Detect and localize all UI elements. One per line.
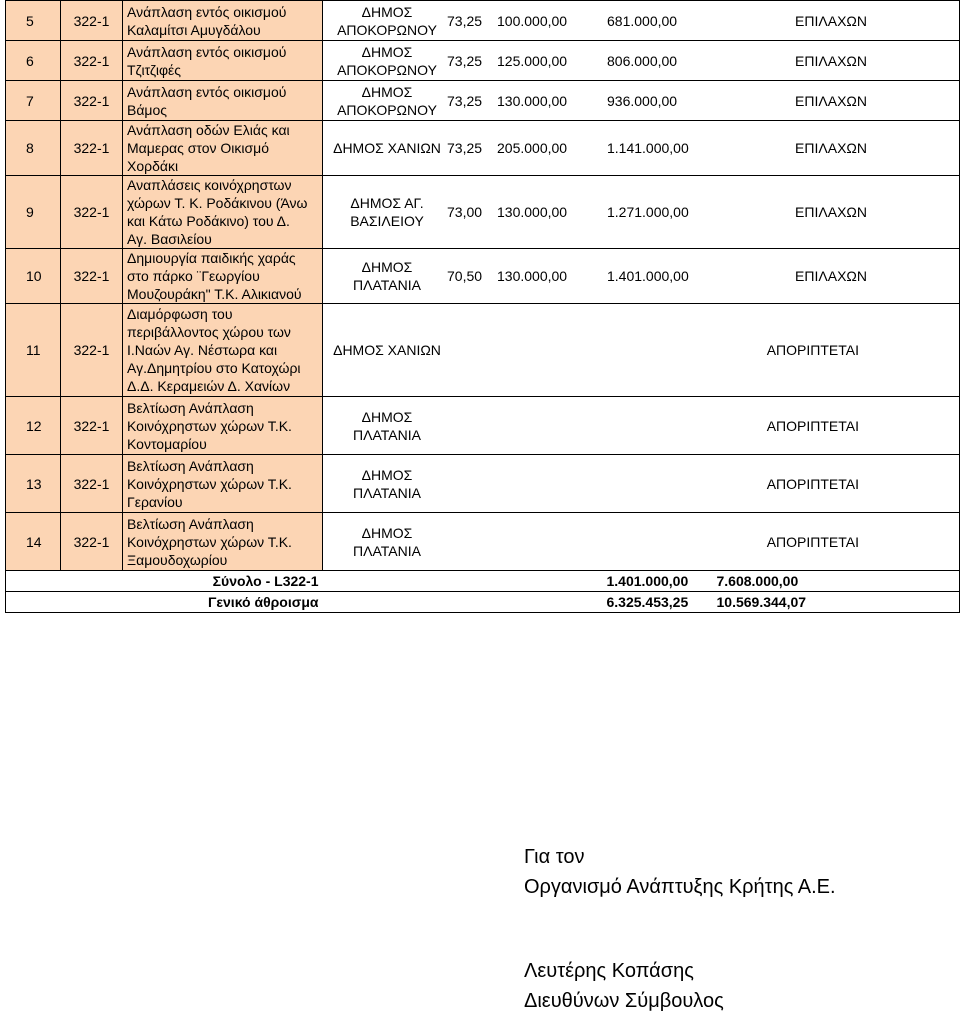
cumulative: 1.401.000,00 [607, 268, 689, 284]
row-number: 13 [6, 455, 61, 513]
beneficiary [327, 341, 447, 359]
row-details [323, 513, 960, 571]
score: 73,00 [447, 204, 483, 220]
project-title [123, 121, 323, 176]
beneficiary-line: ΔΗΜΟΣ ΧΑΝΙΩΝ [333, 342, 441, 358]
measure-code: 322-1 [61, 81, 123, 121]
status: ΕΠΙΛΑΧΩΝ [795, 12, 867, 29]
project-title-line: Βάμος [127, 101, 168, 118]
project-title-line: Ανάπλαση εντός οικισμού [127, 3, 287, 20]
row-details [323, 121, 960, 176]
row-details [323, 397, 960, 455]
row-number: 6 [6, 41, 61, 81]
measure-code: 322-1 [61, 513, 123, 571]
project-title-line: Μουζουράκη" Τ.Κ. Αλικιανού [127, 286, 302, 302]
project-title-line: στο πάρκο ¨Γεωργίου [127, 268, 260, 284]
table-row [6, 455, 960, 513]
project-title-line: Αναπλάσεις κοινόχρηστων [127, 177, 292, 193]
beneficiary-line: ΔΗΜΟΣ ΠΛΑΤΑΝΙΑ [353, 466, 421, 501]
project-title-line: Ανάπλαση εντός οικισμού [127, 43, 287, 60]
total-a: 6.325.453,25 [606, 594, 689, 610]
row-details [323, 1, 960, 41]
total-label: Γενικό άθροισμα [123, 592, 323, 613]
status: ΕΠΙΛΑΧΩΝ [795, 140, 867, 156]
projects-table [5, 0, 960, 613]
project-title-line: και Κάτω Ροδάκινο) του Δ. [127, 213, 290, 229]
beneficiary-line: ΒΑΣΙΛΕΙΟΥ [350, 213, 424, 229]
project-title-line: χώρων Τ. Κ. Ροδάκινου (Άνω [127, 195, 308, 211]
row-number: 8 [6, 121, 61, 176]
signature-name: Λευτέρης Κοπάσης [524, 960, 694, 982]
table-row [6, 249, 960, 304]
beneficiary [327, 83, 447, 119]
measure-code: 322-1 [61, 249, 123, 304]
beneficiary-line: ΔΗΜΟΣ [361, 83, 413, 100]
measure-code: 322-1 [61, 304, 123, 397]
project-title-line: περιβάλλοντος χώρου των [127, 324, 291, 340]
status: ΕΠΙΛΑΧΩΝ [795, 92, 867, 109]
total-label: Σύνολο - L322-1 [123, 571, 323, 592]
beneficiary [327, 524, 447, 560]
budget: 100.000,00 [497, 12, 568, 29]
beneficiary-line: ΔΗΜΟΣ ΠΛΑΤΑΝΙΑ [353, 259, 421, 293]
beneficiary-line: ΑΠΟΚΟΡΩΝΟΥ [337, 61, 437, 78]
project-title [123, 397, 323, 455]
project-title [123, 176, 323, 249]
status: ΕΠΙΛΑΧΩΝ [795, 268, 867, 284]
project-title-line: Τζιτζιφές [127, 61, 182, 78]
beneficiary-line: ΑΠΟΚΟΡΩΝΟΥ [337, 21, 437, 38]
beneficiary-line: ΔΗΜΟΣ ΠΛΑΤΑΝΙΑ [353, 524, 421, 559]
project-title [123, 304, 323, 397]
project-title-line: Κοντομαρίου [127, 435, 207, 452]
cumulative: 1.271.000,00 [607, 204, 689, 220]
project-title-line: Δημιουργία παιδικής χαράς [127, 250, 296, 266]
project-title-line: Ι.Ναών Αγ. Νέστωρα και [127, 342, 278, 358]
beneficiary [327, 258, 447, 294]
row-number: 7 [6, 81, 61, 121]
project-title-line: Ανάπλαση οδών Ελιάς και [127, 122, 290, 138]
project-title-line: Δ.Δ. Κεραμειών Δ. Χανίων [127, 378, 291, 394]
project-title-line: Βελτίωση Ανάπλαση [127, 399, 254, 416]
row-details [323, 41, 960, 81]
row-number: 9 [6, 176, 61, 249]
score: 73,25 [447, 92, 483, 109]
project-title-line: Καλαμίτσι Αμυγδάλου [127, 21, 261, 38]
project-title [123, 41, 323, 81]
row-details [323, 304, 960, 397]
table-row [6, 121, 960, 176]
beneficiary-line: ΔΗΜΟΣ ΠΛΑΤΑΝΙΑ [353, 408, 421, 443]
table-row [6, 1, 960, 41]
status: ΕΠΙΛΑΧΩΝ [795, 52, 867, 69]
measure-code: 322-1 [61, 455, 123, 513]
beneficiary-line: ΔΗΜΟΣ ΧΑΝΙΩΝ [333, 140, 441, 156]
beneficiary [327, 139, 447, 157]
total-b: 7.608.000,00 [716, 573, 799, 589]
table-row [6, 397, 960, 455]
grand-total-row [6, 592, 960, 613]
row-details [323, 176, 960, 249]
project-title [123, 81, 323, 121]
table-row [6, 81, 960, 121]
subtotal-row [6, 571, 960, 592]
cumulative: 681.000,00 [607, 12, 678, 29]
budget: 205.000,00 [497, 140, 568, 156]
project-title-line: Κοινόχρηστων χώρων Τ.Κ. [127, 417, 292, 434]
project-title-line: Χορδάκι [127, 158, 179, 174]
table-row [6, 513, 960, 571]
status: ΑΠΟΡΙΠΤΕΤΑΙ [766, 342, 859, 358]
measure-code: 322-1 [61, 121, 123, 176]
beneficiary [327, 408, 447, 444]
status: ΑΠΟΡΙΠΤΕΤΑΙ [766, 417, 859, 434]
score: 73,25 [447, 12, 483, 29]
score: 73,25 [447, 52, 483, 69]
project-title-line: Κοινόχρηστων χώρων Τ.Κ. [127, 475, 292, 492]
measure-code: 322-1 [61, 41, 123, 81]
budget: 125.000,00 [497, 52, 568, 69]
table-row [6, 304, 960, 397]
beneficiary [327, 194, 447, 230]
cumulative: 1.141.000,00 [607, 140, 689, 156]
beneficiary-line: ΔΗΜΟΣ ΑΓ. [350, 195, 424, 211]
cumulative: 806.000,00 [607, 52, 678, 69]
status: ΑΠΟΡΙΠΤΕΤΑΙ [766, 475, 859, 492]
beneficiary [327, 43, 447, 79]
project-title-line: Βελτίωση Ανάπλαση [127, 515, 254, 532]
beneficiary [327, 466, 447, 502]
project-title-line: Βελτίωση Ανάπλαση [127, 457, 254, 474]
status: ΕΠΙΛΑΧΩΝ [795, 204, 867, 220]
row-number: 11 [6, 304, 61, 397]
signature-org: Οργανισμό Ανάπτυξης Κρήτης Α.Ε. [524, 876, 836, 898]
project-title [123, 455, 323, 513]
beneficiary [327, 3, 447, 39]
total-b: 10.569.344,07 [716, 594, 807, 610]
project-title [123, 1, 323, 41]
measure-code: 322-1 [61, 1, 123, 41]
row-number: 5 [6, 1, 61, 41]
score: 73,25 [447, 140, 483, 156]
measure-code: 322-1 [61, 176, 123, 249]
row-number: 14 [6, 513, 61, 571]
row-details [323, 249, 960, 304]
project-title-line: Διαμόρφωση του [127, 306, 233, 322]
signature-line1: Για τον [524, 846, 585, 868]
row-number: 10 [6, 249, 61, 304]
row-details [323, 81, 960, 121]
row-number: 12 [6, 397, 61, 455]
project-title [123, 249, 323, 304]
table-row [6, 41, 960, 81]
row-details [323, 455, 960, 513]
status: ΑΠΟΡΙΠΤΕΤΑΙ [766, 533, 859, 550]
budget: 130.000,00 [497, 204, 568, 220]
project-title-line: Κοινόχρηστων χώρων Τ.Κ. [127, 533, 292, 550]
project-title-line: Γερανίου [127, 493, 183, 510]
beneficiary-line: ΔΗΜΟΣ [361, 43, 413, 60]
beneficiary-line: ΑΠΟΚΟΡΩΝΟΥ [337, 101, 437, 118]
project-title-line: Ανάπλαση εντός οικισμού [127, 83, 287, 100]
budget: 130.000,00 [497, 92, 568, 109]
score: 70,50 [447, 268, 483, 284]
project-title [123, 513, 323, 571]
project-title-line: Ξαμουδοχωρίου [127, 551, 228, 568]
cumulative: 936.000,00 [607, 92, 678, 109]
project-title-line: Αγ. Βασιλείου [127, 231, 212, 247]
budget: 130.000,00 [497, 268, 568, 284]
project-title-line: Μαμερας στον Οικισμό [127, 140, 270, 156]
project-title-line: Αγ.Δημητρίου στο Κατοχώρι [127, 360, 301, 376]
measure-code: 322-1 [61, 397, 123, 455]
signature-role: Διευθύνων Σύμβουλος [524, 990, 724, 1012]
table-row [6, 176, 960, 249]
total-a: 1.401.000,00 [606, 573, 689, 589]
beneficiary-line: ΔΗΜΟΣ [361, 3, 413, 20]
